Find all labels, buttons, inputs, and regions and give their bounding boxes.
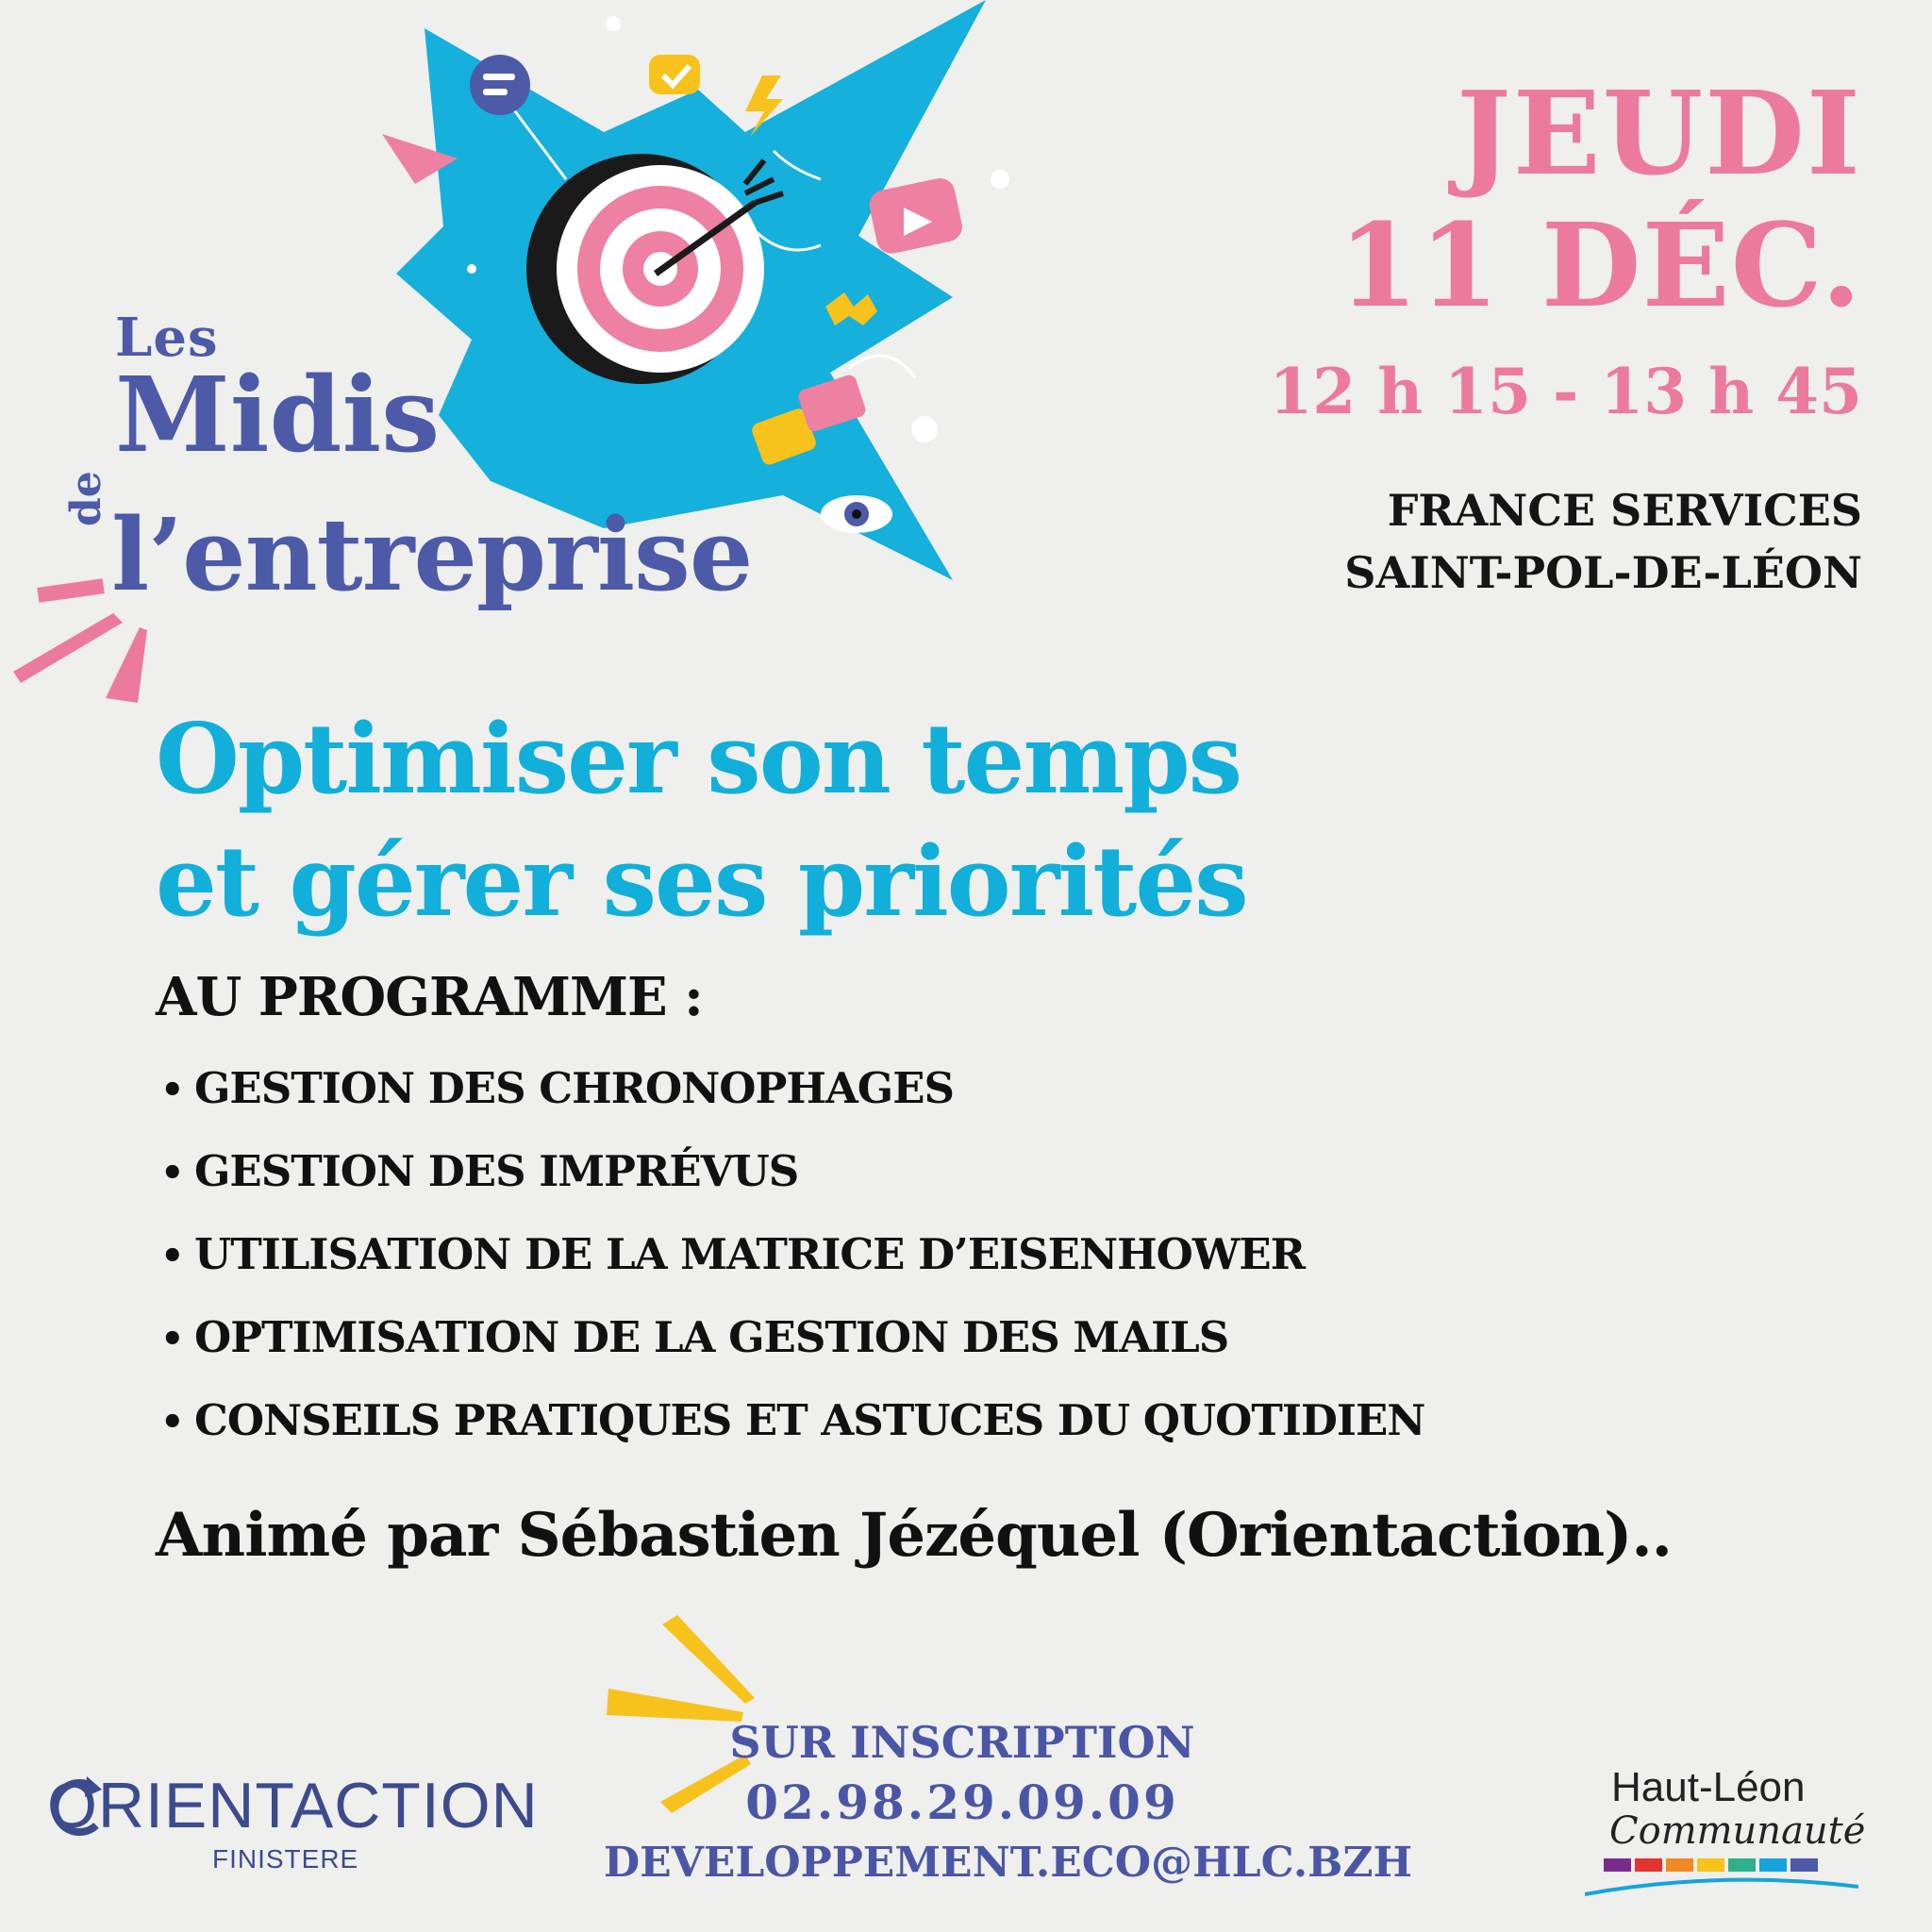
registration-email[interactable]: DEVELOPPEMENT.ECO@HLC.BZH	[604, 1839, 1413, 1887]
program-item: • GESTION DES CHRONOPHAGES	[160, 1047, 1424, 1130]
bullet-icon: •	[160, 1400, 184, 1444]
event-time: 12 h 15 - 13 h 45	[1269, 355, 1862, 428]
animator-line: Animé par Sébastien Jézéquel (Orientaction)..	[156, 1500, 1672, 1571]
bullet-icon: •	[160, 1068, 184, 1112]
brand-les: Les	[115, 307, 219, 369]
haut-leon-wave	[1585, 1875, 1858, 1898]
haut-leon-color-bars	[1604, 1858, 1818, 1872]
brand-de: de	[62, 471, 110, 526]
program-item: • CONSEILS PRATIQUES ET ASTUCES DU QUOTIDIEN	[160, 1379, 1424, 1462]
event-place	[1344, 479, 1862, 604]
place-line-1: FRANCE SERVICES	[1387, 485, 1862, 536]
event-day: JEUDI	[1457, 65, 1862, 201]
haut-leon-logo: Haut-Léon	[1611, 1764, 1806, 1810]
orientaction-logo: ORIENTACTION	[47, 1770, 539, 1841]
orientaction-sub: FINISTERE	[212, 1844, 359, 1874]
headline	[156, 698, 1247, 943]
brand-midis: Midis	[115, 354, 441, 475]
check-icon	[649, 55, 700, 94]
registration-block	[604, 1712, 1413, 1893]
program-item: • GESTION DES IMPRÉVUS	[160, 1130, 1424, 1213]
eye-icon	[821, 495, 892, 533]
registration-label: SUR INSCRIPTION	[729, 1717, 1195, 1768]
bullet-icon: •	[160, 1151, 184, 1195]
place-line-2: SAINT-POL-DE-LÉON	[1344, 547, 1862, 598]
event-date: 11 DÉC.	[1338, 197, 1862, 333]
program-item: • OPTIMISATION DE LA GESTION DES MAILS	[160, 1296, 1424, 1379]
bullet-icon: •	[160, 1234, 184, 1278]
headline-line-1: Optimiser son temps	[156, 703, 1241, 816]
program-item: • UTILISATION DE LA MATRICE D’EISENHOWER	[160, 1213, 1424, 1296]
chat-bubble-icon	[470, 55, 530, 115]
brand-entreprise: l’entreprise	[111, 495, 753, 613]
registration-phone[interactable]: 02.98.29.09.09	[745, 1774, 1179, 1830]
headline-line-2: et gérer ses priorités	[156, 825, 1247, 939]
program-title: AU PROGRAMME :	[156, 966, 703, 1028]
haut-leon-sub: Communauté	[1609, 1809, 1866, 1853]
bullet-icon: •	[160, 1317, 184, 1361]
program-list	[160, 1047, 1424, 1462]
